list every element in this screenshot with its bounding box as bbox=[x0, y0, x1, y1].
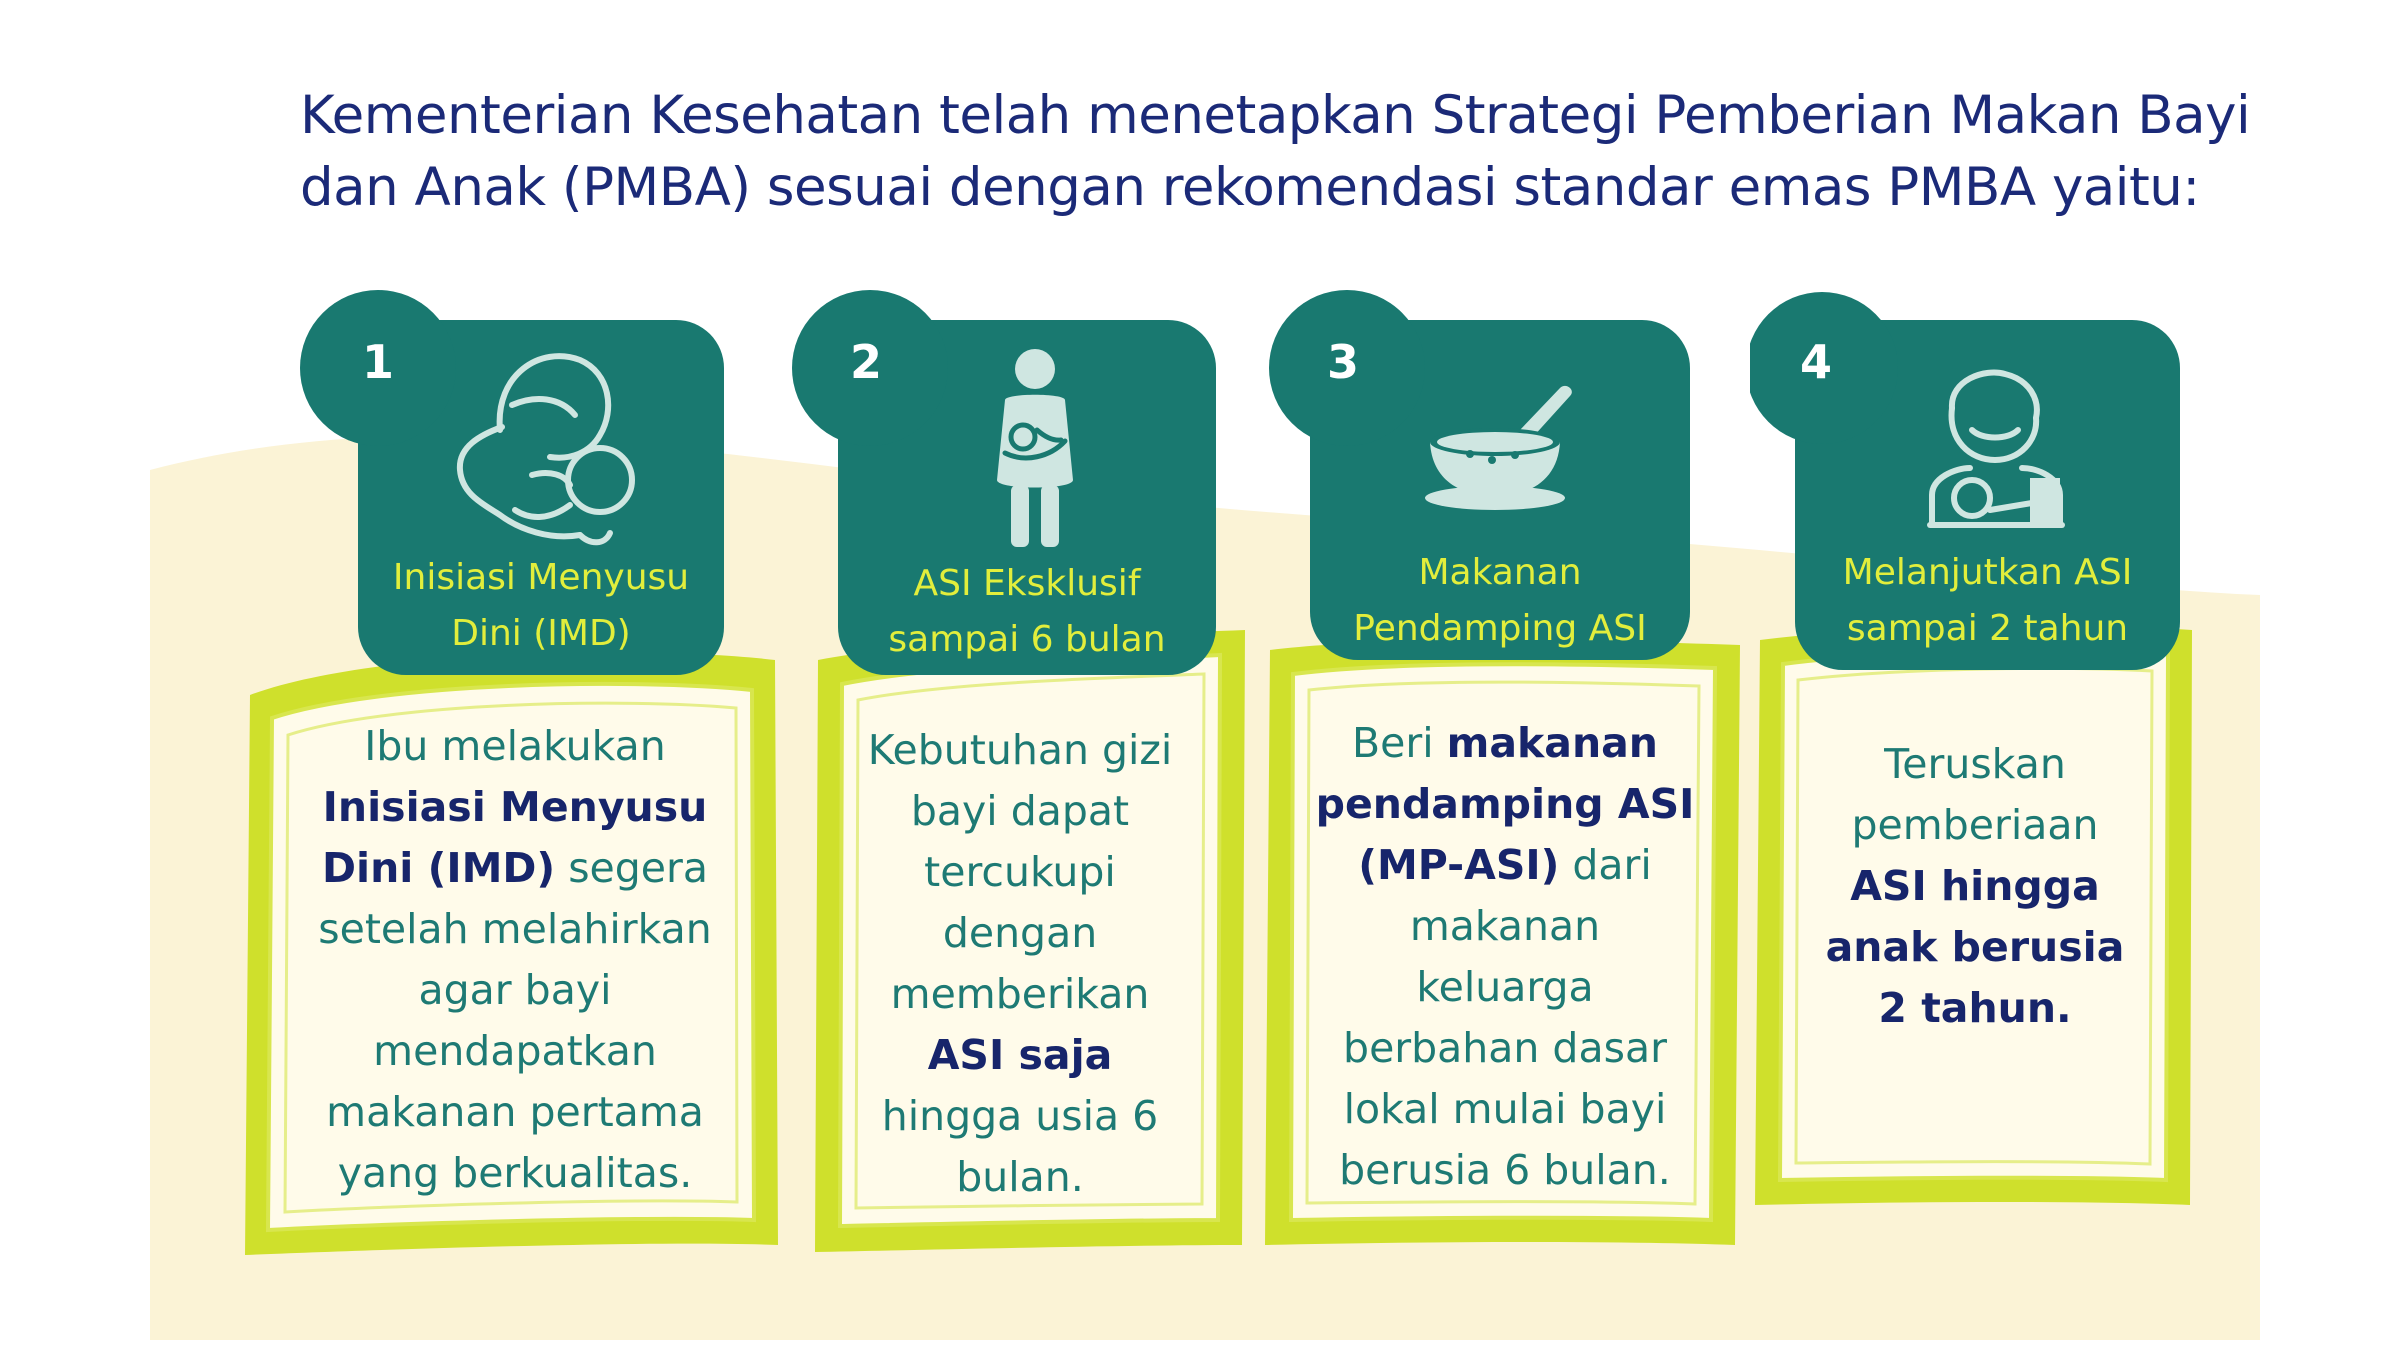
description-line-3: ASI hingga bbox=[1850, 862, 2100, 910]
step-card-frame bbox=[1750, 0, 2200, 1350]
breastfeeding-mother-icon bbox=[440, 335, 650, 555]
step-number: 3 bbox=[1327, 335, 1360, 389]
step-number: 4 bbox=[1800, 335, 1833, 389]
description-line-4: anak berusia bbox=[1825, 923, 2125, 971]
description-line-5: keluarga bbox=[1416, 963, 1594, 1011]
description-line-8: berusia 6 bulan. bbox=[1339, 1146, 1671, 1194]
step-description bbox=[1775, 734, 2175, 1039]
step-description bbox=[270, 716, 760, 1204]
description-line-1: Kebutuhan gizi bbox=[867, 726, 1173, 774]
title-line-1: Kementerian Kesehatan telah menetapkan Strategi Pemberian Makan Bayi bbox=[300, 85, 2251, 146]
description-line-7: makanan pertama bbox=[326, 1088, 704, 1136]
description-line-7: lokal mulai bayi bbox=[1343, 1085, 1667, 1133]
description-line-5: 2 tahun. bbox=[1878, 984, 2072, 1032]
description-line-8: bulan. bbox=[956, 1153, 1084, 1201]
description-line-2: pendamping ASI bbox=[1315, 780, 1695, 828]
description-line-2: bayi dapat bbox=[910, 787, 1130, 835]
description-line-1: Teruskan bbox=[1884, 740, 2066, 788]
description-line-5: memberikan bbox=[890, 970, 1150, 1018]
description-line-3: (MP-ASI) dari bbox=[1358, 841, 1652, 889]
step-description bbox=[1285, 713, 1725, 1201]
description-line-2: pemberiaan bbox=[1851, 801, 2099, 849]
description-line-4: setelah melahirkan bbox=[318, 905, 712, 953]
step-label bbox=[358, 550, 724, 662]
mother-holding-baby-icon bbox=[975, 345, 1095, 555]
description-line-3: Dini (IMD) segera bbox=[321, 844, 709, 892]
step-label-line-1: Makanan bbox=[1418, 552, 1582, 593]
description-line-4: dengan bbox=[942, 909, 1098, 957]
title-line-2: dan Anak (PMBA) sesuai dengan rekomendasi standar emas PMBA yaitu: bbox=[300, 157, 2200, 218]
step-label-line-1: Melanjutkan ASI bbox=[1842, 552, 2133, 593]
step-label-line-2: sampai 6 bulan bbox=[888, 619, 1166, 660]
description-line-1: Beri makanan bbox=[1351, 719, 1658, 767]
step-card-4 bbox=[1750, 0, 2200, 1350]
step-label bbox=[838, 556, 1216, 668]
description-line-1: Ibu melakukan bbox=[364, 722, 666, 770]
step-label-line-1: ASI Eksklusif bbox=[913, 563, 1141, 604]
description-line-6: mendapatkan bbox=[373, 1027, 657, 1075]
step-label bbox=[1795, 545, 2180, 657]
food-bowl-icon bbox=[1420, 380, 1580, 520]
step-number: 2 bbox=[850, 335, 883, 389]
description-line-6: berbahan dasar bbox=[1343, 1024, 1667, 1072]
description-line-5: agar bayi bbox=[418, 966, 612, 1014]
step-card-1 bbox=[230, 0, 790, 1350]
description-line-7: hingga usia 6 bbox=[881, 1092, 1159, 1140]
description-line-8: yang berkualitas. bbox=[337, 1149, 693, 1197]
step-card-2 bbox=[790, 0, 1250, 1350]
step-label-line-2: sampai 2 tahun bbox=[1846, 608, 2129, 649]
step-label-line-2: Pendamping ASI bbox=[1353, 608, 1647, 649]
description-line-6: ASI saja bbox=[927, 1031, 1113, 1079]
step-card-3 bbox=[1265, 0, 1745, 1350]
nursing-parent-icon bbox=[1910, 360, 2080, 530]
description-line-4: makanan bbox=[1409, 902, 1601, 950]
description-line-3: tercukupi bbox=[924, 848, 1116, 896]
step-number: 1 bbox=[362, 335, 395, 389]
step-description bbox=[820, 720, 1220, 1208]
step-label-line-1: Inisiasi Menyusu bbox=[392, 557, 690, 598]
description-line-2: Inisiasi Menyusu bbox=[322, 783, 708, 831]
step-label bbox=[1310, 545, 1690, 657]
step-label-line-2: Dini (IMD) bbox=[451, 613, 631, 654]
